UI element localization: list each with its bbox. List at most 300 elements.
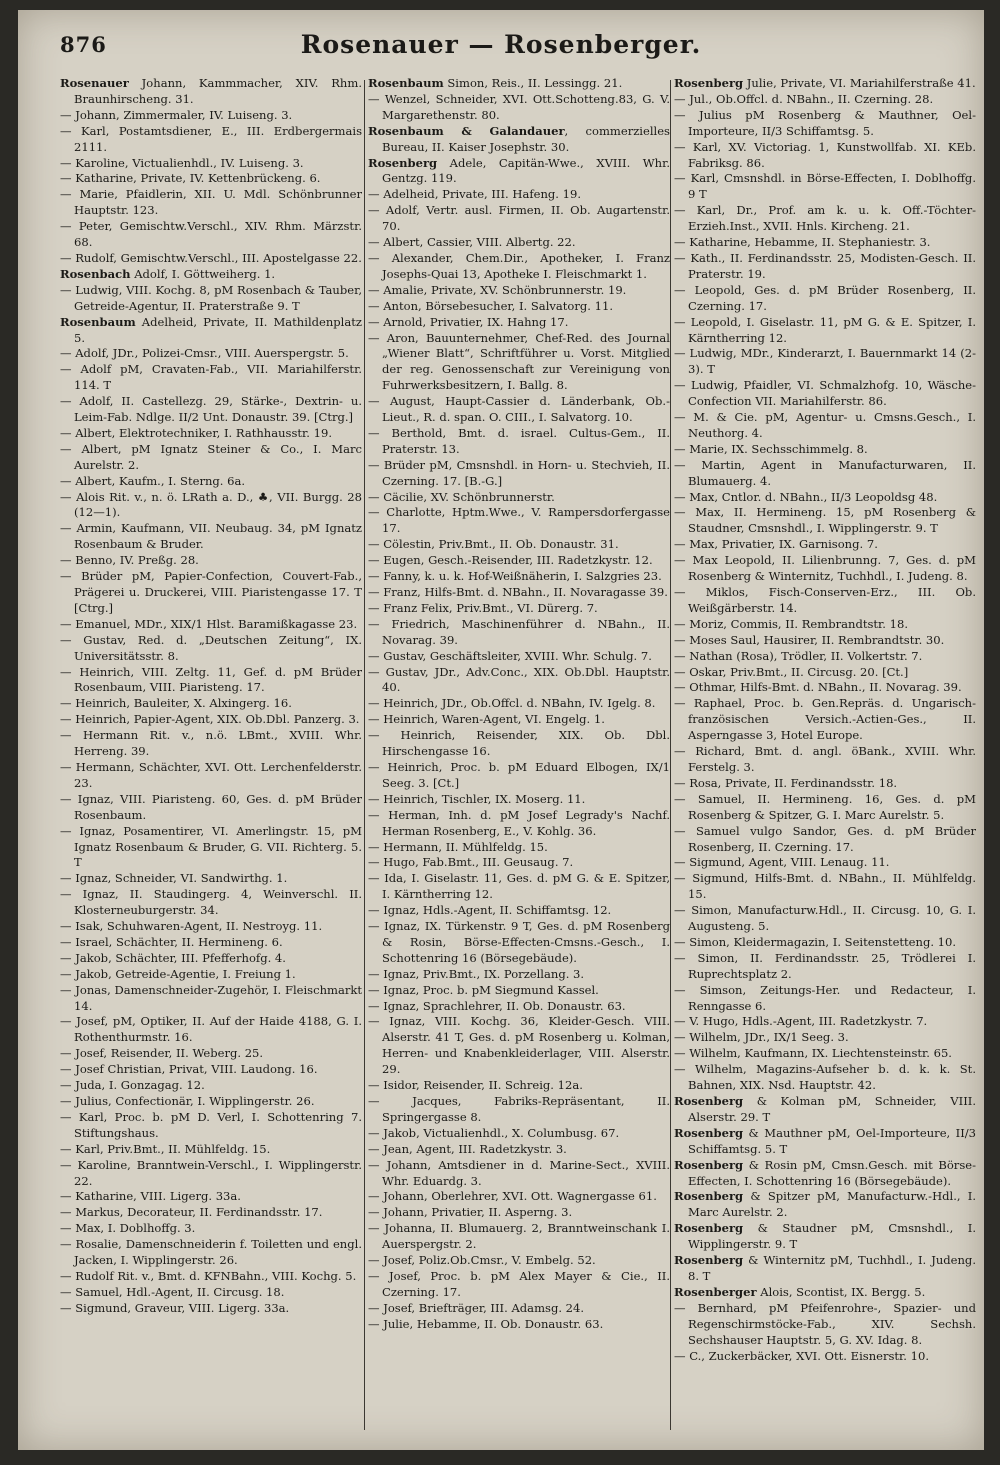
directory-entry [674, 649, 976, 665]
directory-entry [368, 760, 670, 792]
directory-entry [368, 426, 670, 458]
directory-entry [674, 665, 976, 681]
directory-entry [60, 426, 362, 442]
entry-text: — Aron, Bauunternehmer, Chef-Red. des Journal „Wiener Blatt“, Schriftführer u. Vorst. Mitglied der reg. Genossenschaft zur Vereinigung von Fuhrwerksbesitzern, I. Ballg. 8. [368, 330, 670, 393]
entry-text: — August, Haupt-Cassier d. Länderbank, Ob.-Lieut., R. d. span. O. CIII., I. Salvatorg. 10. [368, 394, 670, 425]
entry-text: — Adolf, II. Castellezg. 29, Stärke-, Dextrin- u. Leim-Fab. Ndlge. II/2 Unt. Donaustr. 39. [Ctrg.] [60, 394, 362, 425]
directory-entry [368, 617, 670, 649]
directory-entry [368, 458, 670, 490]
entry-text: — Jakob, Victualienhdl., X. Columbusg. 67. [368, 1125, 620, 1140]
directory-entry [368, 1094, 670, 1126]
directory-entry [60, 251, 362, 267]
directory-entry [368, 1253, 670, 1269]
entry-text: — Gustav, Geschäftsleiter, XVIII. Whr. Schulg. 7. [368, 648, 652, 663]
directory-entry [674, 203, 976, 235]
entry-text: — Hermann Rit. v., n.ö. LBmt., XVIII. Whr. Herreng. 39. [60, 728, 362, 759]
directory-entry [60, 76, 362, 108]
entry-text: — Richard, Bmt. d. angl. öBank., XVIII. Whr. Ferstelg. 3. [674, 744, 976, 774]
directory-entry [674, 410, 976, 442]
entry-text: — Peter, Gemischtw.Verschl., XIV. Rhm. Märzstr. 68. [60, 219, 362, 250]
entry-surname: Rosenbach [60, 266, 131, 281]
entry-text: — Ignaz, Schneider, VI. Sandwirthg. 1. [60, 871, 288, 886]
directory-entry [674, 1094, 976, 1126]
directory-entry [368, 1189, 670, 1205]
directory-entry [60, 1062, 362, 1078]
entry-text: — Josef Christian, Privat, VIII. Laudong. 16. [60, 1062, 318, 1077]
directory-columns [60, 76, 978, 1438]
entry-surname: Rosenauer [60, 76, 129, 90]
entry-text: — Adolf, Vertr. ausl. Firmen, II. Ob. Augartenstr. 70. [368, 203, 670, 234]
directory-column-3 [674, 76, 976, 1438]
directory-entry [674, 490, 976, 506]
entry-text: — Sigmund, Graveur, VIII. Ligerg. 33a. [60, 1300, 290, 1315]
entry-text: — Marie, IX. Sechsschimmelg. 8. [674, 441, 868, 456]
entry-text: — Ignaz, IX. Türkenstr. 9 T, Ges. d. pM Rosenberg & Rosin, Börse-Effecten-Cmsns.-Gesch., I. Schottenring 16 (Börsegebäude). [368, 919, 670, 965]
directory-entry [60, 935, 362, 951]
entry-text: — Raphael, Proc. b. Gen.Repräs. d. Ungarisch-französischen Versich.-Actien-Ges., II. Asperngasse 3, Hotel Europe. [674, 696, 976, 743]
entry-text: — Samuel, Hdl.-Agent, II. Circusg. 18. [60, 1284, 285, 1299]
directory-entry [674, 1301, 976, 1349]
directory-entry [368, 283, 670, 299]
entry-text: — Heinrich, Bauleiter, X. Alxingerg. 16. [60, 696, 292, 711]
entry-text: & Kolman pM, Schneider, VIII. Alserstr. 29. T [688, 1094, 976, 1124]
entry-text: — Friedrich, Maschinenführer d. NBahn., II. Novarag. 39. [368, 616, 670, 647]
entry-text: — Julius, Confectionär, I. Wipplingerstr. 26. [60, 1094, 315, 1108]
directory-entry [674, 824, 976, 856]
entry-text: — Heinrich, Proc. b. pM Eduard Elbogen, IX/1 Seeg. 3. [Ct.] [368, 759, 670, 790]
entry-text: — Katharine, Private, IV. Kettenbrückeng. 6. [60, 171, 321, 186]
directory-entry [674, 1158, 976, 1190]
entry-text: — Nathan (Rosa), Trödler, II. Volkertstr. 7. [674, 648, 923, 663]
directory-entry [368, 203, 670, 235]
directory-entry [674, 92, 976, 108]
entry-text: — Karl, Cmsnshdl. in Börse-Effecten, I. Doblhoffg. 9 T [674, 171, 976, 202]
directory-entry [60, 1046, 362, 1062]
entry-surname: Rosenberg [674, 1157, 744, 1172]
directory-entry [368, 728, 670, 760]
column-divider [670, 80, 671, 1430]
directory-entry [60, 728, 362, 760]
directory-entry [368, 903, 670, 919]
directory-entry [368, 251, 670, 283]
entry-text: — Karl, Proc. b. pM D. Verl, I. Schottenring 7. Stiftungshaus. [60, 1109, 362, 1140]
entry-text: — Arnold, Privatier, IX. Hahng 17. [368, 314, 569, 329]
entry-text: — Marie, Pfaidlerin, XII. U. Mdl. Schönbrunner Hauptstr. 123. [60, 187, 362, 218]
directory-entry [368, 156, 670, 188]
entry-text: — Hermann, II. Mühlfeldg. 15. [368, 839, 548, 854]
directory-entry [368, 537, 670, 553]
directory-entry [674, 1014, 976, 1030]
directory-entry [674, 680, 976, 696]
directory-column-2 [368, 76, 670, 1438]
entry-text: — Cäcilie, XV. Schönbrunnerstr. [368, 489, 555, 504]
directory-entry [60, 346, 362, 362]
entry-text: — Wilhelm, JDr., IX/1 Seeg. 3. [674, 1030, 849, 1045]
directory-entry [368, 92, 670, 124]
directory-entry [60, 1189, 362, 1205]
directory-entry [60, 283, 362, 315]
entry-text: — C., Zuckerbäcker, XVI. Ott. Eisnerstr. 10. [674, 1348, 930, 1363]
directory-entry [674, 1189, 976, 1221]
directory-entry [368, 1014, 670, 1078]
directory-entry [60, 474, 362, 490]
entry-text: — Gustav, Red. d. „Deutschen Zeitung“, IX. Universitätsstr. 8. [60, 632, 362, 663]
page-header [18, 10, 984, 72]
entry-text: & Winternitz pM, Tuchhdl., I. Judeng. 8. T [688, 1253, 976, 1283]
entry-text: — Albert, Kaufm., I. Sterng. 6a. [60, 473, 246, 488]
directory-entry [60, 871, 362, 887]
entry-text: — Johann, Privatier, II. Asperng. 3. [368, 1205, 573, 1220]
entry-text: — Ignaz, Priv.Bmt., IX. Porzellang. 3. [368, 966, 585, 981]
entry-text: — Adelheid, Private, III. Hafeng. 19. [368, 187, 581, 202]
entry-text: — Heinrich, Tischler, IX. Moserg. 11. [368, 791, 586, 806]
entry-text: — Oskar, Priv.Bmt., II. Circusg. 20. [Ct.] [674, 664, 909, 679]
entry-text: — Ida, I. Giselastr. 11, Ges. d. pM G. & E. Spitzer, I. Kärntherring 12. [368, 871, 670, 902]
directory-entry [674, 458, 976, 490]
directory-entry [368, 315, 670, 331]
directory-entry [60, 951, 362, 967]
directory-entry [368, 792, 670, 808]
entry-text: — Amalie, Private, XV. Schönbrunnerstr. 19. [368, 282, 627, 297]
entry-text: — Josef, Proc. b. pM Alex Mayer & Cie., II. Czerning. 17. [368, 1268, 670, 1299]
entry-text: — Adolf pM, Cravaten-Fab., VII. Mariahilferstr. 114. T [60, 362, 362, 393]
entry-text: — Othmar, Hilfs-Bmt. d. NBahn., II. Novarag. 39. [674, 680, 962, 695]
page-number: 876 [60, 32, 107, 57]
directory-entry [368, 855, 670, 871]
entry-text: — Jacques, Fabriks-Repräsentant, II. Springergasse 8. [368, 1094, 670, 1124]
directory-entry [60, 712, 362, 728]
entry-text: — Leopold, I. Giselastr. 11, pM G. & E. Spitzer, I. Kärntherring 12. [674, 314, 976, 345]
entry-text: — Max, I. Doblhoffg. 3. [60, 1221, 196, 1236]
entry-text: Julie, Private, VI. Mariahilferstraße 41. [743, 76, 976, 90]
directory-entry [60, 919, 362, 935]
entry-text: — Simon, Manufacturw.Hdl., II. Circusg. 10, G. I. Augusteng. 5. [674, 903, 976, 934]
directory-entry [674, 235, 976, 251]
entry-text: — Cölestin, Priv.Bmt., II. Ob. Donaustr. 31. [368, 537, 619, 552]
entry-text: — Max, II. Hermineng. 15, pM Rosenberg & Staudner, Cmsnshdl., I. Wipplingerstr. 9. T [674, 505, 976, 536]
entry-surname: Rosenbaum [60, 314, 136, 329]
directory-entry [368, 1301, 670, 1317]
entry-text: — Ignaz, II. Staudingerg. 4, Weinverschl. II. Klosterneuburgerstr. 34. [60, 887, 362, 918]
directory-entry [60, 1158, 362, 1190]
entry-text: — Jul., Ob.Offcl. d. NBahn., II. Czerning. 28. [674, 91, 934, 106]
directory-entry [368, 235, 670, 251]
directory-entry [368, 649, 670, 665]
directory-entry [674, 1253, 976, 1285]
entry-text: — M. & Cie. pM, Agentur- u. Cmsns.Gesch., I. Neuthorg. 4. [674, 410, 976, 440]
directory-entry [674, 585, 976, 617]
entry-text: — Ignaz, VIII. Piaristeng. 60, Ges. d. pM Brüder Rosenbaum. [60, 791, 362, 822]
entry-text: — Johann, Oberlehrer, XVI. Ott. Wagnergasse 61. [368, 1189, 657, 1204]
directory-entry [60, 1269, 362, 1285]
directory-entry [368, 983, 670, 999]
directory-entry [60, 124, 362, 156]
entry-surname: Rosenberg [674, 1189, 744, 1204]
entry-text: — Josef, pM, Optiker, II. Auf der Haide 4188, G. I. Rothenthurmstr. 16. [60, 1014, 362, 1045]
entry-surname: Rosenberg [674, 1221, 744, 1236]
directory-entry [60, 887, 362, 919]
directory-entry [60, 156, 362, 172]
entry-text: — Albert, Cassier, VIII. Albertg. 22. [368, 235, 576, 250]
directory-entry [368, 1078, 670, 1094]
directory-entry [60, 1110, 362, 1142]
directory-entry [674, 1046, 976, 1062]
directory-entry [674, 935, 976, 951]
directory-entry [368, 299, 670, 315]
directory-entry [674, 855, 976, 871]
directory-page [18, 10, 984, 1450]
entry-text: — Johann, Zimmermaler, IV. Luiseng. 3. [60, 107, 293, 122]
entry-text: — Katharine, VIII. Ligerg. 33a. [60, 1189, 241, 1204]
entry-surname: Rosenberg [674, 1253, 744, 1268]
entry-text: — Wilhelm, Kaufmann, IX. Liechtensteinstr. 65. [674, 1046, 952, 1061]
directory-entry [368, 967, 670, 983]
directory-entry [674, 108, 976, 140]
directory-entry [368, 1317, 670, 1333]
entry-surname: Rosenberg [674, 76, 744, 90]
entry-text: Johann, Kammmacher, XIV. Rhm. Braunhirscheng. 31. [74, 76, 362, 106]
entry-text: — Karl, XV. Victoriag. 1, Kunstwollfab. XI. KEb. Fabriksg. 86. [674, 139, 976, 170]
directory-entry [368, 490, 670, 506]
entry-surname: Rosenbaum [368, 76, 444, 90]
directory-entry [60, 362, 362, 394]
directory-entry [674, 776, 976, 792]
entry-text: — Jakob, Schächter, III. Pfefferhofg. 4. [60, 950, 286, 965]
entry-text: — Heinrich, Papier-Agent, XIX. Ob.Dbl. Panzerg. 3. [60, 712, 360, 727]
entry-text: — Albert, pM Ignatz Steiner & Co., I. Marc Aurelstr. 2. [60, 441, 362, 472]
directory-entry [60, 1237, 362, 1269]
directory-entry [674, 633, 976, 649]
entry-text: — Heinrich, Reisender, XIX. Ob. Dbl. Hirschengasse 16. [368, 728, 670, 759]
entry-text: — Max, Privatier, IX. Garnisong. 7. [674, 537, 878, 552]
entry-text: — Julie, Hebamme, II. Ob. Donaustr. 63. [368, 1316, 604, 1331]
entry-text: — Markus, Decorateur, II. Ferdinandsstr. 17. [60, 1205, 323, 1220]
directory-entry [60, 1221, 362, 1237]
entry-text: — Heinrich, VIII. Zeltg. 11, Gef. d. pM Brüder Rosenbaum, VIII. Piaristeng. 17. [60, 664, 362, 695]
entry-text: — Martin, Agent in Manufacturwaren, II. Blumauerg. 4. [674, 457, 976, 488]
directory-entry [60, 315, 362, 347]
directory-entry [60, 1285, 362, 1301]
entry-text: — Josef, Reisender, II. Weberg. 25. [60, 1046, 264, 1061]
directory-entry [368, 919, 670, 967]
entry-text: — Ignaz, Posamentirer, VI. Amerlingstr. 15, pM Ignatz Rosenbaum & Bruder, G. VII. Richterg. 5. T [60, 823, 362, 870]
directory-entry [368, 1126, 670, 1142]
directory-entry [368, 871, 670, 903]
entry-text: — Wenzel, Schneider, XVI. Ott.Schotteng.83, G. V. Margarethenstr. 80. [368, 91, 670, 122]
entry-text: — Armin, Kaufmann, VII. Neubaug. 34, pM Ignatz Rosenbaum & Bruder. [60, 521, 362, 552]
directory-entry [674, 951, 976, 983]
directory-entry [368, 1158, 670, 1190]
entry-text: — Johanna, II. Blumauerg. 2, Branntweinschank I. Auerspergstr. 2. [368, 1221, 670, 1252]
directory-entry [674, 537, 976, 553]
entry-text: — Rudolf, Gemischtw.Verschl., III. Apostelgasse 22. [60, 250, 362, 265]
directory-entry [60, 617, 362, 633]
directory-entry [674, 1030, 976, 1046]
entry-text: — Karl, Priv.Bmt., II. Mühlfeldg. 15. [60, 1141, 271, 1156]
entry-text: — Samuel, II. Hermineng. 16, Ges. d. pM Rosenberg & Spitzer, G. I. Marc Aurelstr. 5. [674, 791, 976, 822]
entry-text: Adolf, I. Göttweiherg. 1. [130, 266, 276, 281]
directory-entry [60, 983, 362, 1015]
entry-text: — Max Leopold, II. Lilienbrunng. 7, Ges. d. pM Rosenberg & Winternitz, Tuchhdl., I. Judeng. 8. [674, 553, 976, 584]
entry-text: — Moses Saul, Hausirer, II. Rembrandtstr. 30. [674, 632, 945, 647]
entry-text: — Julius pM Rosenberg & Mauthner, Oel-Importeure, II/3 Schiffamtsg. 5. [674, 107, 976, 138]
entry-text: — Leopold, Ges. d. pM Brüder Rosenberg, II. Czerning. 17. [674, 282, 976, 313]
entry-text: — Berthold, Bmt. d. israel. Cultus-Gem., II. Praterstr. 13. [368, 425, 670, 456]
directory-entry [368, 696, 670, 712]
entry-text: — Herman, Inh. d. pM Josef Legrady's Nachf. Herman Rosenberg, E., V. Kohlg. 36. [368, 807, 670, 838]
directory-entry [60, 267, 362, 283]
directory-entry [368, 394, 670, 426]
entry-text: — Alois Rit. v., n. ö. LRath a. D., ♣, VII. Burgg. 28 (12—1). [60, 489, 362, 520]
directory-entry [368, 553, 670, 569]
entry-text: — Franz, Hilfs-Bmt. d. NBahn., II. Novaragasse 39. [368, 585, 668, 599]
directory-entry [60, 1301, 362, 1317]
entry-text: — Josef, Poliz.Ob.Cmsr., V. Embelg. 52. [368, 1253, 596, 1268]
entry-text: — Heinrich, Waren-Agent, VI. Engelg. 1. [368, 712, 605, 727]
directory-entry [60, 824, 362, 872]
directory-entry [674, 903, 976, 935]
directory-entry [60, 187, 362, 219]
entry-text: — Isak, Schuhwaren-Agent, II. Nestroyg. 11. [60, 919, 323, 934]
directory-entry [674, 792, 976, 824]
directory-entry [674, 1221, 976, 1253]
directory-entry [674, 505, 976, 537]
entry-text: & Mauthner pM, Oel-Importeure, II/3 Schiffamtsg. 5. T [688, 1125, 976, 1156]
directory-column-1 [60, 76, 362, 1438]
entry-text: — Karl, Postamtsdiener, E., III. Erdbergermais 2111. [60, 123, 362, 154]
entry-text: — Benno, IV. Preßg. 28. [60, 553, 199, 568]
entry-surname: Rosenbaum & Galandauer [368, 123, 565, 138]
entry-text: — Ludwig, Pfaidler, VI. Schmalzhofg. 10, Wäsche-Confection VII. Mariahilferstr. 86. [674, 378, 976, 409]
entry-text: — Israel, Schächter, II. Hermineng. 6. [60, 934, 283, 949]
directory-entry [674, 140, 976, 172]
directory-entry [368, 124, 670, 156]
directory-entry [60, 760, 362, 792]
entry-text: — Anton, Börsebesucher, I. Salvatorg. 11. [368, 298, 613, 313]
directory-entry [60, 1094, 362, 1110]
entry-text: — Karoline, Victualienhdl., IV. Luiseng. 3. [60, 155, 304, 170]
entry-text: — Hugo, Fab.Bmt., III. Geusaug. 7. [368, 855, 574, 870]
directory-entry [60, 171, 362, 187]
directory-entry [674, 76, 976, 92]
entry-text: Alois, Scontist, IX. Bergg. 5. [756, 1284, 926, 1299]
directory-entry [368, 601, 670, 617]
entry-text: — Eugen, Gesch.-Reisender, III. Radetzkystr. 12. [368, 553, 653, 568]
directory-entry [60, 394, 362, 426]
directory-entry [60, 108, 362, 124]
entry-text: — Juda, I. Gonzagag. 12. [60, 1078, 205, 1093]
directory-entry [368, 1221, 670, 1253]
directory-entry [368, 187, 670, 203]
entry-text: — Josef, Briefträger, III. Adamsg. 24. [368, 1300, 585, 1315]
entry-text: — Ignaz, Proc. b. pM Siegmund Kassel. [368, 982, 599, 997]
directory-entry [674, 346, 976, 378]
entry-text: — Ignaz, Hdls.-Agent, II. Schiffamtsg. 12. [368, 903, 612, 918]
entry-text: — Jakob, Getreide-Agentie, I. Freiung 1. [60, 966, 296, 981]
entry-text: — Simon, Kleidermagazin, I. Seitenstetteng. 10. [674, 934, 957, 949]
directory-entry [60, 665, 362, 697]
directory-entry [368, 76, 670, 92]
directory-entry [674, 871, 976, 903]
directory-entry [368, 808, 670, 840]
entry-text: — Emanuel, MDr., XIX/1 Hlst. Baramißkagasse 23. [60, 616, 358, 631]
directory-entry [368, 1205, 670, 1221]
entry-text: & Staudner pM, Cmsnshdl., I. Wipplingerstr. 9. T [688, 1221, 976, 1252]
entry-text: — Rosa, Private, II. Ferdinandsstr. 18. [674, 775, 898, 790]
directory-entry [60, 1014, 362, 1046]
directory-entry [368, 665, 670, 697]
entry-text: — Karl, Dr., Prof. am k. u. k. Off.-Töchter-Erzieh.Inst., XVII. Hnls. Kircheng. 21. [674, 203, 976, 234]
directory-entry [60, 219, 362, 251]
entry-text: — Jonas, Damenschneider-Zugehör, I. Fleischmarkt 14. [60, 982, 362, 1013]
directory-entry [60, 569, 362, 617]
directory-entry [674, 983, 976, 1015]
entry-text: — Johann, Amtsdiener in d. Marine-Sect., XVIII. Whr. Eduardg. 3. [368, 1157, 670, 1188]
entry-text: , commerzielles Bureau, II. Kaiser Josephstr. 30. [382, 123, 670, 154]
directory-entry [674, 378, 976, 410]
directory-entry [674, 1349, 976, 1365]
directory-entry [368, 999, 670, 1015]
entry-text: — Brüder pM, Cmsnshdl. in Horn- u. Stechvieh, II. Czerning. 17. [B.-G.] [368, 457, 670, 488]
directory-entry [674, 283, 976, 315]
entry-surname: Rosenberger [674, 1284, 757, 1299]
entry-text: — Heinrich, JDr., Ob.Offcl. d. NBahn, IV. Igelg. 8. [368, 696, 656, 711]
entry-surname: Rosenberg [674, 1125, 744, 1140]
entry-text: — Franz Felix, Priv.Bmt., VI. Dürerg. 7. [368, 600, 598, 615]
entry-text: — Fanny, k. u. k. Hof-Weißnäherin, I. Salzgries 23. [368, 569, 662, 584]
entry-text: — Ludwig, MDr., Kinderarzt, I. Bauernmarkt 14 (2-3). T [674, 346, 976, 377]
entry-text: — Moriz, Commis, II. Rembrandtstr. 18. [674, 616, 908, 631]
directory-entry [368, 1142, 670, 1158]
entry-text: — Isidor, Reisender, II. Schreig. 12a. [368, 1078, 583, 1093]
entry-text: — Kath., II. Ferdinandsstr. 25, Modisten-Gesch. II. Praterstr. 19. [674, 250, 976, 281]
directory-entry [674, 1062, 976, 1094]
entry-text: — Simon, II. Ferdinandsstr. 25, Trödlerei I. Ruprechtsplatz 2. [674, 950, 976, 981]
column-divider [364, 80, 365, 1430]
entry-text: — Ludwig, VIII. Kochg. 8, pM Rosenbach & Tauber, Getreide-Agentur, II. Praterstraße 9. T [60, 282, 362, 313]
entry-surname: Rosenberg [674, 1094, 744, 1108]
directory-entry [60, 490, 362, 522]
directory-entry [368, 569, 670, 585]
directory-entry [60, 521, 362, 553]
page-title: Rosenauer — Rosenberger. [300, 30, 702, 59]
entry-text: — Brüder pM, Papier-Confection, Couvert-Fab., Prägerei u. Druckerei, VIII. Piaristengasse 17. T [Ctrg.] [60, 569, 362, 615]
entry-text: — Gustav, JDr., Adv.Conc., XIX. Ob.Dbl. Hauptstr. 40. [368, 664, 670, 695]
entry-text: — Wilhelm, Magazins-Aufseher b. d. k. k. St. Bahnen, XIX. Nsd. Hauptstr. 42. [674, 1062, 976, 1093]
entry-text: — Simson, Zeitungs-Her. und Redacteur, I. Renngasse 6. [674, 982, 976, 1013]
entry-text: & Rosin pM, Cmsn.Gesch. mit Börse-Effecten, I. Schottenring 16 (Börsegebäude). [688, 1157, 976, 1188]
entry-text: — Sigmund, Agent, VIII. Lenaug. 11. [674, 855, 890, 870]
entry-text: — Charlotte, Hptm.Wwe., V. Rampersdorfergasse 17. [368, 505, 670, 536]
entry-text: Simon, Reis., II. Lessingg. 21. [443, 76, 623, 90]
entry-text: — Sigmund, Hilfs-Bmt. d. NBahn., II. Mühlfeldg. 15. [674, 871, 976, 902]
entry-text: — Bernhard, pM Pfeifenrohre-, Spazier- und Regenschirmstöcke-Fab., XIV. Sechsh. Sechshauser Hauptstr. 5, G. XV. Idag. 8. [674, 1300, 976, 1347]
entry-text: — Albert, Elektrotechniker, I. Rathhausstr. 19. [60, 425, 332, 440]
directory-entry [674, 553, 976, 585]
entry-text: — Rudolf Rit. v., Bmt. d. KFNBahn., VIII. Kochg. 5. [60, 1268, 357, 1283]
entry-text: Adele, Capitän-Wwe., XVIII. Whr. Gentzg. 119. [382, 155, 670, 186]
entry-text: — Adolf, JDr., Polizei-Cmsr., VIII. Auerspergstr. 5. [60, 346, 349, 361]
entry-text: — Karoline, Branntwein-Verschl., I. Wipplingerstr. 22. [60, 1157, 362, 1188]
entry-text: — Hermann, Schächter, XVI. Ott. Lerchenfelderstr. 23. [60, 759, 362, 790]
directory-entry [60, 633, 362, 665]
directory-entry [674, 315, 976, 347]
directory-entry [368, 840, 670, 856]
directory-entry [368, 331, 670, 395]
directory-entry [60, 792, 362, 824]
directory-entry [674, 617, 976, 633]
directory-entry [368, 505, 670, 537]
